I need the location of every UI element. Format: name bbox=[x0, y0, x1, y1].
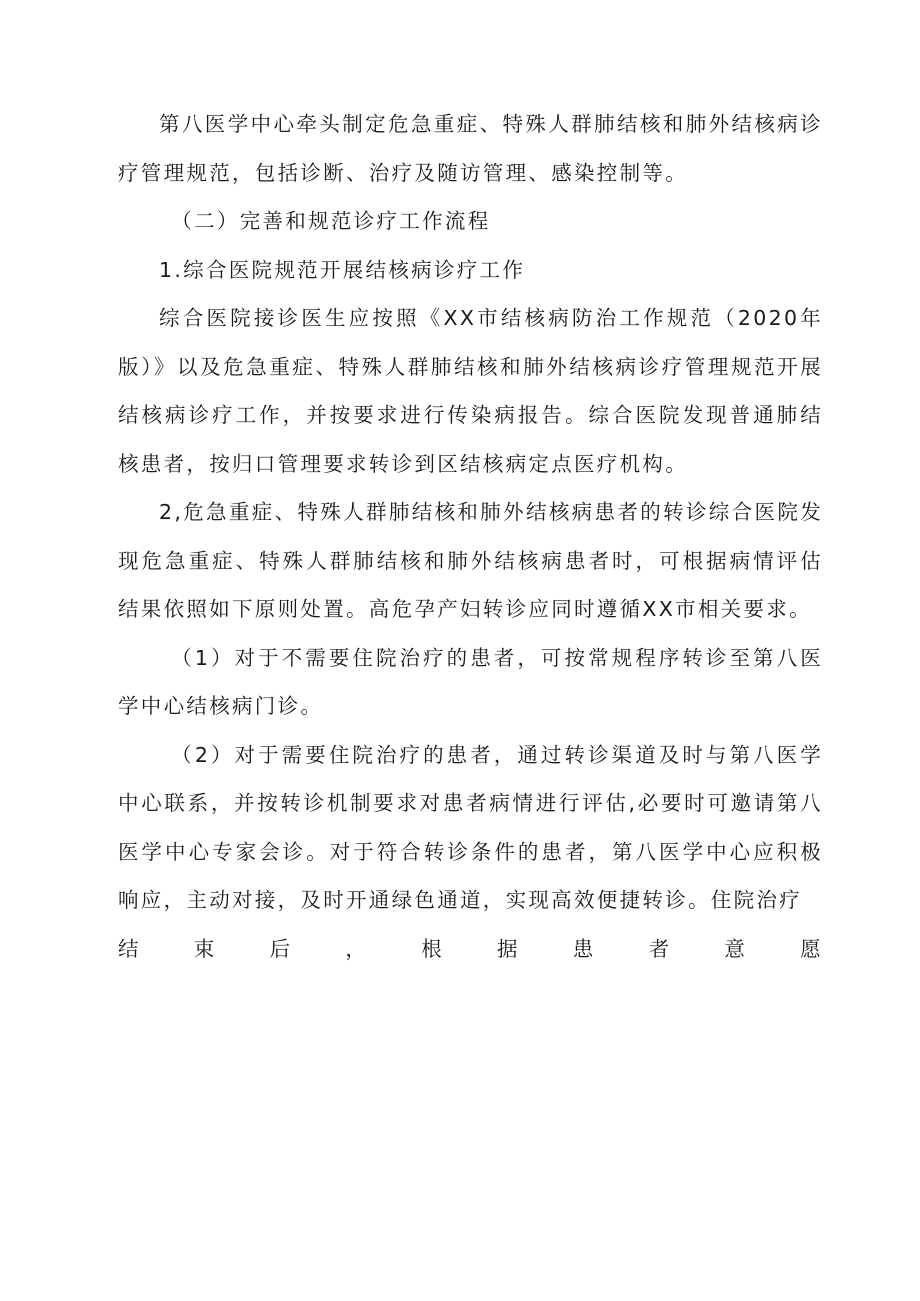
paragraph-trailing-line: 结 束 后 ， 根 据 患 者 意 愿 bbox=[118, 936, 823, 961]
paragraph-general-hospital: 综合医院接诊医生应按照《XX市结核病防治工作规范（2020年版）》以及危急重症、特殊人群肺结核和肺外结核病诊疗管理规范开展结核病诊疗工作，并按要求进行传染病报告。综合医院发现普通肺结核患者，按归口管理要求转诊到区结核病定点医疗机构。 bbox=[118, 306, 823, 476]
paragraph-inpatient: （2）对于需要住院治疗的患者，通过转诊渠道及时与第八医学中心联系，并按转诊机制要求对患者病情进行评估,必要时可邀请第八医学中心专家会诊。对于符合转诊条件的患者，第八医学中心应积极响应，主动对接，及时开通绿色通道，实现高效便捷转诊。住院治疗 bbox=[118, 742, 823, 912]
paragraph-outpatient: （1）对于不需要住院治疗的患者，可按常规程序转诊至第八医学中心结核病门诊。 bbox=[118, 645, 823, 718]
paragraph-referral: 2,危急重症、特殊人群肺结核和肺外结核病患者的转诊综合医院发现危急重症、特殊人群肺结核和肺外结核病患者时，可根据病情评估结果依照如下原则处置。高危孕产妇转诊应同时遵循XX市相关要求。 bbox=[118, 500, 823, 621]
paragraph-standards: 第八医学中心牵头制定危急重症、特殊人群肺结核和肺外结核病诊疗管理规范，包括诊断、治疗及随访管理、感染控制等。 bbox=[118, 112, 823, 185]
document-body bbox=[118, 100, 823, 973]
subheading-general-hospital: 1.综合医院规范开展结核病诊疗工作 bbox=[159, 257, 526, 282]
section-heading-workflow: （二）完善和规范诊疗工作流程 bbox=[171, 209, 491, 233]
